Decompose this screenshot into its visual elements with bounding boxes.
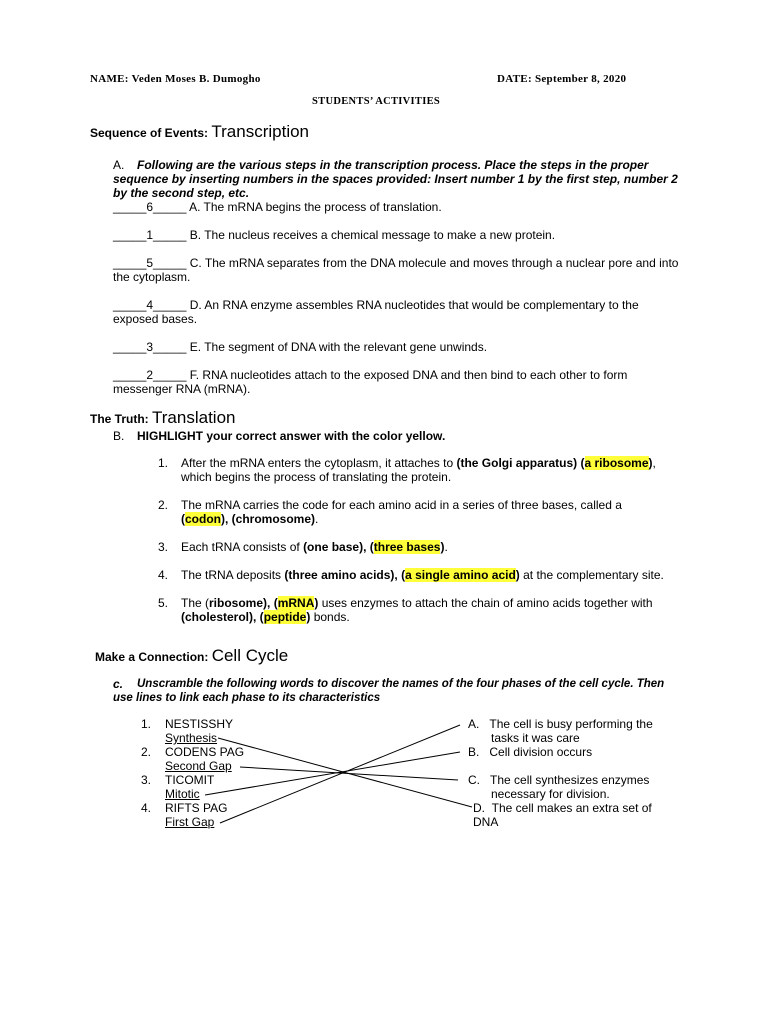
section-b-letter: B. [113, 429, 125, 443]
question-text: at the complementary site. [519, 568, 664, 582]
phase-number: 4. [141, 801, 152, 815]
phase-number: 1. [141, 717, 152, 731]
sequence-blank[interactable]: _____2_____ [113, 368, 187, 382]
section-c-letter: c. [113, 677, 124, 691]
punctuation: . [444, 540, 448, 554]
scrambled-word: NESTISSHY [165, 717, 234, 731]
characteristic-text: The cell makes an extra set of [491, 801, 652, 815]
punctuation: ( [181, 512, 185, 526]
punctuation: ) [314, 596, 319, 610]
section-b-instruction: HIGHLIGHT your correct answer with the color yellow. [137, 429, 446, 443]
answer-option-three-bases[interactable]: three bases [373, 540, 441, 554]
section-a-prefix: Sequence of Events: [90, 126, 209, 140]
answer-option-one-base[interactable]: (one base) [303, 540, 364, 554]
characteristic-text: The cell is busy performing the [489, 717, 653, 731]
punctuation: , ( [267, 596, 278, 610]
sequence-blank[interactable]: _____1_____ [113, 228, 187, 242]
phase-answer[interactable]: First Gap [165, 815, 215, 829]
sequence-text: F. RNA nucleotides attach to the exposed DNA and then bind to each other to form messenger RNA (mRNA). [113, 368, 628, 396]
section-a-letter: A. [113, 158, 125, 172]
question-number: 2. [158, 498, 169, 512]
question-text: The mRNA carries the code for each amino acid in a series of three bases, called a [181, 498, 622, 512]
link-line-synthesis-d [218, 738, 472, 807]
answer-option-mrna[interactable]: mRNA [277, 596, 315, 610]
punctuation: ( [577, 456, 585, 470]
phase-number: 2. [141, 745, 152, 759]
characteristic-letter: C. [468, 773, 480, 787]
punctuation: , [652, 456, 656, 470]
question-number: 1. [158, 456, 169, 470]
phase-answer[interactable]: Second Gap [165, 759, 232, 773]
punctuation: ) [648, 456, 653, 470]
section-a-title: Transcription [211, 122, 310, 141]
question-text: uses enzymes to attach the chain of amino acids together with [318, 596, 653, 610]
punctuation: ) [515, 568, 520, 582]
punctuation: ) [306, 610, 311, 624]
punctuation: ) [440, 540, 445, 554]
link-line-first-gap-a [220, 725, 460, 823]
page-title: STUDENTS’ ACTIVITIES [312, 96, 441, 107]
question-number: 4. [158, 568, 169, 582]
sequence-text: E. The segment of DNA with the relevant gene unwinds. [186, 340, 488, 354]
characteristic-letter: D. [473, 801, 485, 815]
answer-option-ribosome[interactable]: ribosome) [209, 596, 268, 610]
answer-option-three-amino-acids[interactable]: (three amino acids) [284, 568, 395, 582]
sequence-text: A. The mRNA begins the process of translation. [186, 200, 442, 214]
answer-option-ribosome[interactable]: a ribosome [584, 456, 649, 470]
question-text: bonds. [310, 610, 350, 624]
scrambled-word: TICOMIT [165, 773, 215, 787]
answer-option-golgi[interactable]: (the Golgi apparatus) [456, 456, 578, 470]
section-b-prefix: The Truth: [90, 412, 149, 426]
answer-option-single-amino-acid[interactable]: a single amino acid [405, 568, 516, 582]
section-c-title: Cell Cycle [211, 646, 289, 665]
punctuation: , ( [253, 610, 264, 624]
sequence-text: D. An RNA enzyme assembles RNA nucleotides that would be complementary to the exposed bases. [113, 298, 639, 326]
sequence-blank[interactable]: _____6_____ [113, 200, 187, 214]
punctuation: , ( [363, 540, 374, 554]
answer-option-peptide[interactable]: peptide [263, 610, 307, 624]
section-c-prefix: Make a Connection: [95, 650, 209, 664]
phase-answer[interactable]: Synthesis [165, 731, 218, 745]
punctuation: , [225, 512, 232, 526]
characteristic-text: DNA [473, 815, 499, 829]
characteristic-text: necessary for division. [491, 787, 610, 801]
sequence-blank[interactable]: _____4_____ [113, 298, 187, 312]
question-text: The tRNA deposits [181, 568, 285, 582]
answer-option-codon[interactable]: codon [185, 512, 221, 526]
question-number: 5. [158, 596, 169, 610]
characteristic-text: The cell synthesizes enzymes [490, 773, 650, 787]
question-text: which begins the process of translating the protein. [181, 470, 452, 484]
link-line-mitotic-b [205, 752, 460, 795]
characteristic-text: Cell division occurs [489, 745, 593, 759]
phase-number: 3. [141, 773, 152, 787]
characteristic-text: tasks it was care [491, 731, 580, 745]
answer-option-chromosome[interactable]: (chromosome) [231, 512, 316, 526]
punctuation: ) [221, 512, 225, 526]
question-text: The ( [181, 596, 210, 610]
link-line-second-gap-c [240, 767, 458, 780]
scrambled-word: RIFTS PAG [165, 801, 228, 815]
punctuation: . [315, 512, 319, 526]
phase-answer[interactable]: Mitotic [165, 787, 200, 801]
sequence-blank[interactable]: _____3_____ [113, 340, 187, 354]
answer-option-cholesterol[interactable]: (cholesterol) [181, 610, 254, 624]
section-b-title: Translation [152, 408, 236, 427]
activity-date: DATE: September 8, 2020 [497, 73, 627, 85]
section-c-instruction: Unscramble the following words to discover the names of the four phases of the cell cycle. Then use lines to link each phase to its characteristics [113, 678, 665, 704]
question-text: After the mRNA enters the cytoplasm, it attaches to [181, 456, 457, 470]
sequence-blank[interactable]: _____5_____ [113, 256, 187, 270]
question-number: 3. [158, 540, 169, 554]
punctuation: , ( [394, 568, 406, 582]
section-a-instruction: Following are the various steps in the transcription process. Place the steps in the proper sequence by inserting numbers in the spaces provided: Insert number 1 by the first step, number 2 by the second step, etc. [113, 158, 678, 200]
scrambled-word: CODENS PAG [165, 745, 245, 759]
characteristic-letter: A. [468, 717, 480, 731]
sequence-text: C. The mRNA separates from the DNA molecule and moves through a nuclear pore and into the cytoplasm. [113, 256, 679, 284]
sequence-text: B. The nucleus receives a chemical message to make a new protein. [186, 228, 556, 242]
question-text: Each tRNA consists of [181, 540, 304, 554]
student-name: NAME: Veden Moses B. Dumogho [90, 73, 261, 85]
characteristic-letter: B. [468, 745, 480, 759]
